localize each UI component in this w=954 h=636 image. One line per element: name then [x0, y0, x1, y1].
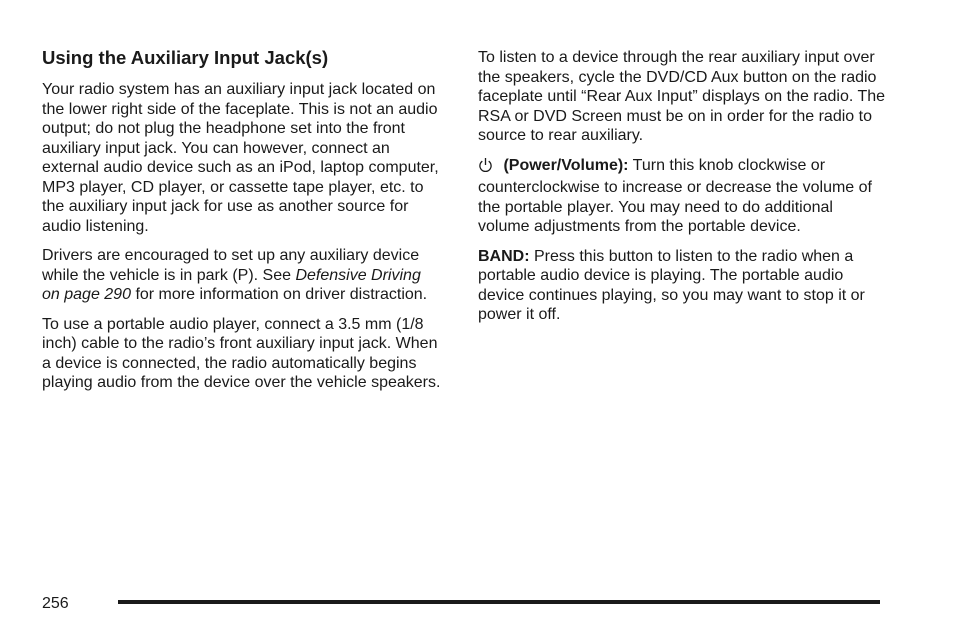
paragraph-band: [478, 247, 888, 325]
power-volume-label: (Power/Volume):: [503, 156, 629, 174]
band-label: BAND:: [478, 247, 530, 265]
footer-rule: [118, 600, 880, 604]
distraction-text-before: Drivers are encouraged to set up any auxiliary device while the vehicle is in park (P). See: [42, 247, 420, 284]
paragraph-portable-player: To use a portable audio player, connect a 3.5 mm (1/8 inch) cable to the radio’s front auxiliary input jack. When a device is connected, the radio automatically begins playing audio from the device over the vehicle speakers.: [42, 315, 441, 391]
distraction-text-after: for more information on driver distraction.: [135, 286, 428, 303]
power-volume-text: Turn this knob clockwise or counterclockwise to increase or decrease the volume of the portable player. You may need to do additional volume adjustments from the portable device.: [478, 156, 872, 235]
paragraph-rear-aux: To listen to a device through the rear auxiliary input over the speakers, cycle the DVD/CD Aux button on the radio faceplate until “Rear Aux Input” displays on the radio. The RSA or DVD Screen must be on in order for the radio to source to rear auxiliary.: [478, 49, 886, 144]
page-number: 256: [42, 595, 69, 612]
paragraph-aux-jack-intro: Your radio system has an auxiliary input jack located on the lower right side of the faceplate. This is not an audio output; do not plug the headphone set into the front auxiliary input jack. You can however, connect an external audio device such as an iPod, laptop computer, MP3 player, CD player, or cassette tape player, etc. to the auxiliary input jack for use as another source for audio listening.: [42, 81, 439, 235]
section-heading: Using the Auxiliary Input Jack(s): [42, 47, 329, 68]
paragraph-driver-distraction: [42, 246, 442, 305]
right-column: [478, 46, 888, 335]
power-icon: [478, 157, 493, 179]
paragraph-power-volume: [478, 156, 888, 237]
left-column: [42, 46, 442, 403]
defensive-driving-reference: Defensive Driving on page 290: [42, 266, 421, 303]
band-text: Press this button to listen to the radio when a portable audio device is playing. The portable audio device continues playing, so you may want to stop it or power it off.: [478, 247, 865, 323]
